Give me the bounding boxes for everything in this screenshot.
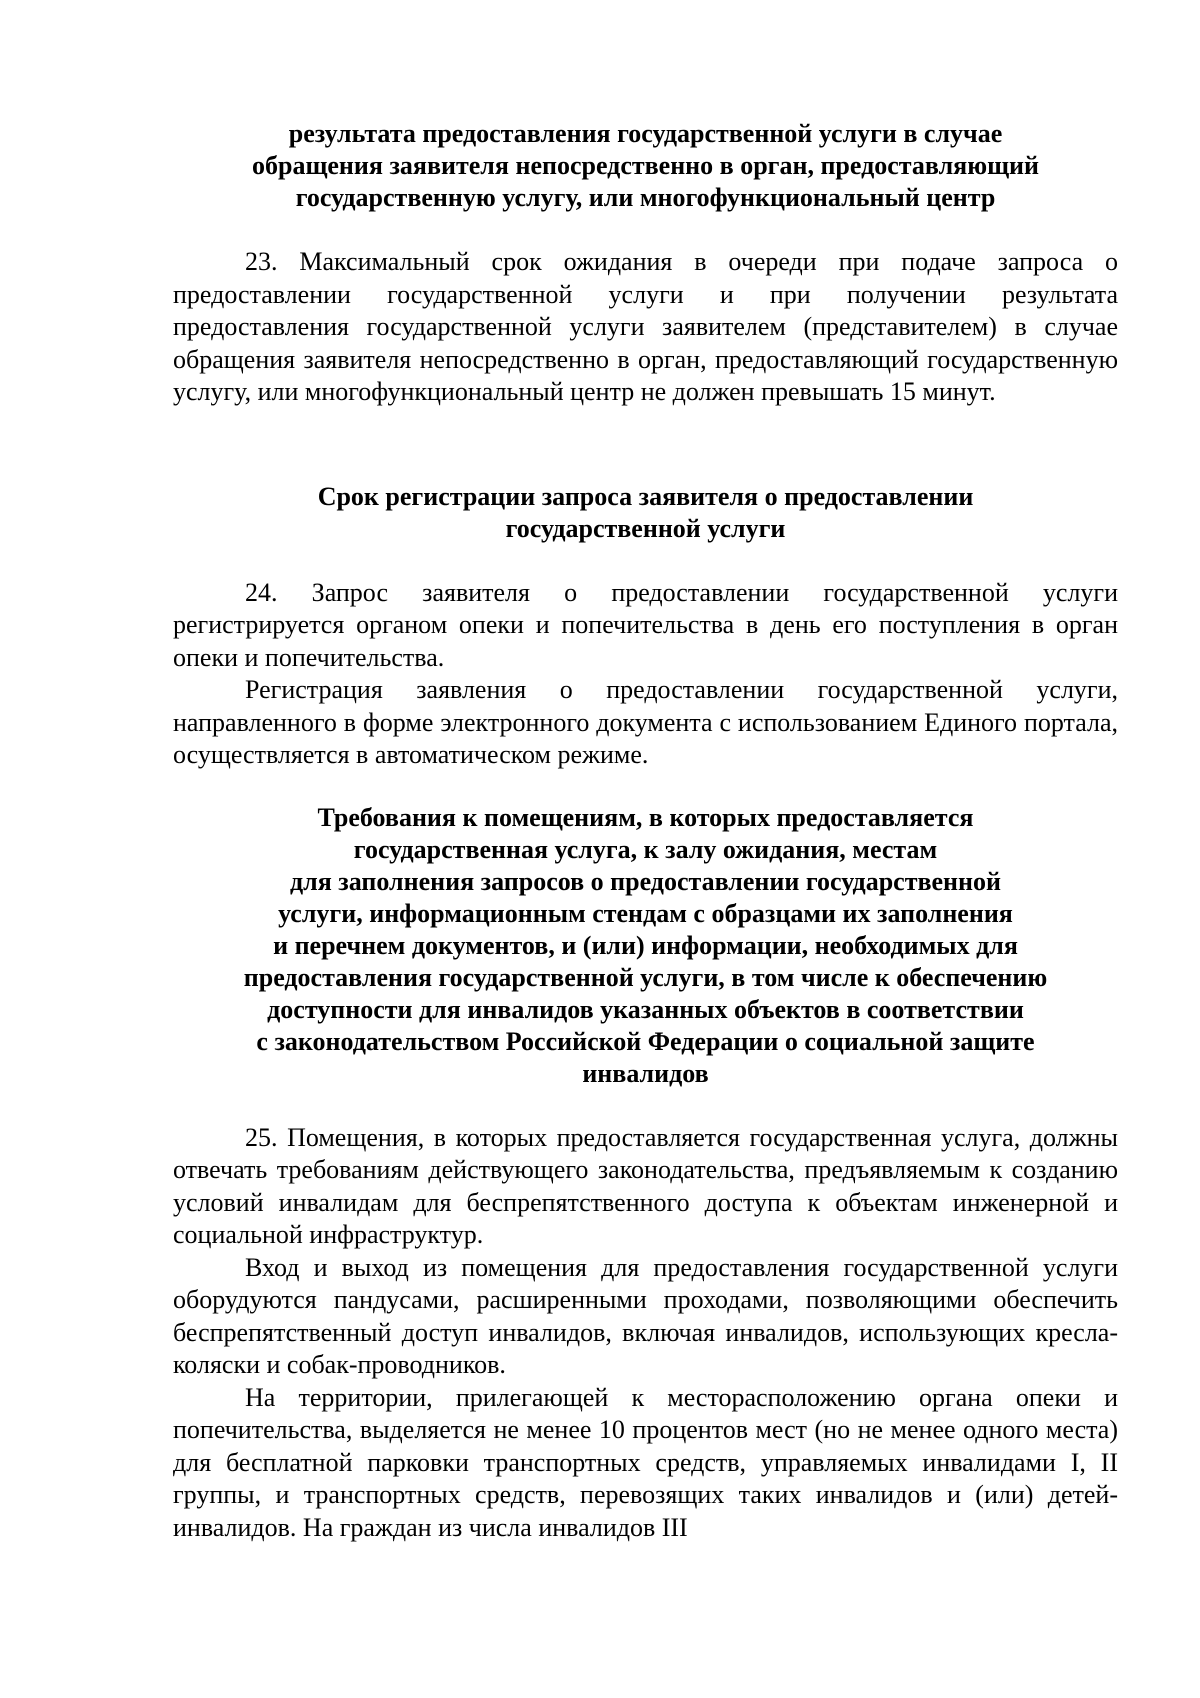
paragraph-25-1: 25. Помещения, в которых предоставляется государственная услуга, должны отвечать требованиям действующего законодательства, предъявляемым к созданию условий инвалидам для беспрепятственного доступа к объектам инженерной и социальной инфраструктур. xyxy=(173,1122,1118,1249)
heading-line: государственной услуги xyxy=(505,513,786,543)
heading-line: услуги, информационным стендам с образцами их заполнения xyxy=(278,898,1013,928)
heading-line: доступности для инвалидов указанных объектов в соответствии xyxy=(267,994,1024,1024)
section-heading-premises xyxy=(173,802,1118,1090)
heading-line: с законодательством Российской Федерации о социальной защите xyxy=(256,1026,1035,1056)
heading-line: для заполнения запросов о предоставлении государственной xyxy=(289,866,1001,896)
heading-line: предоставления государственной услуги, в том числе к обеспечению xyxy=(243,962,1048,992)
heading-line: Срок регистрации запроса заявителя о предоставлении xyxy=(317,481,974,511)
heading-line: государственную услугу, или многофункциональный центр xyxy=(295,183,996,212)
heading-line: Требования к помещениям, в которых предоставляется xyxy=(317,802,974,832)
heading-line: инвалидов xyxy=(582,1058,709,1088)
heading-line: результата предоставления государственной услуги в случае xyxy=(288,119,1003,148)
paragraph-23: 23. Максимальный срок ожидания в очереди при подаче запроса о предоставлении государственной услуги и при получении результата предоставления государственной услуги заявителем (представителем) в случае обращения заявителя непосредственно в орган, предоставляющий государственную услугу, или многофункциональный центр не должен превышать 15 минут. xyxy=(173,247,1118,406)
heading-line: обращения заявителя непосредственно в орган, предоставляющий xyxy=(251,151,1040,180)
section-heading-registration xyxy=(173,481,1118,545)
paragraph-24-2: Регистрация заявления о предоставлении государственной услуги, направленного в форме электронного документа с использованием Единого портала, осуществляется в автоматическом режиме. xyxy=(173,675,1118,769)
section-heading-queue-time xyxy=(173,118,1118,214)
heading-line: государственная услуга, к залу ожидания, местам xyxy=(353,834,938,864)
paragraph-25-3: На территории, прилегающей к месторасположению органа опеки и попечительства, выделяется не менее 10 процентов мест (но не менее одного места) для бесплатной парковки транспортных средств, управляемых инвалидами I, II группы, и транспортных средств, перевозящих таких инвалидов и (или) детей-инвалидов. На граждан из числа инвалидов III xyxy=(173,1382,1118,1542)
document-page xyxy=(173,118,1118,1544)
paragraph-24-1: 24. Запрос заявителя о предоставлении государственной услуги регистрируется органом опеки и попечительства в день его поступления в орган опеки и попечительства. xyxy=(173,577,1118,672)
paragraph-25-2: Вход и выход из помещения для предоставления государственной услуги оборудуются пандусами, расширенными проходами, позволяющими обеспечить беспрепятственный доступ инвалидов, включая инвалидов, использующих кресла-коляски и собак-проводников. xyxy=(173,1252,1118,1379)
heading-line: и перечнем документов, и (или) информации, необходимых для xyxy=(273,930,1018,960)
